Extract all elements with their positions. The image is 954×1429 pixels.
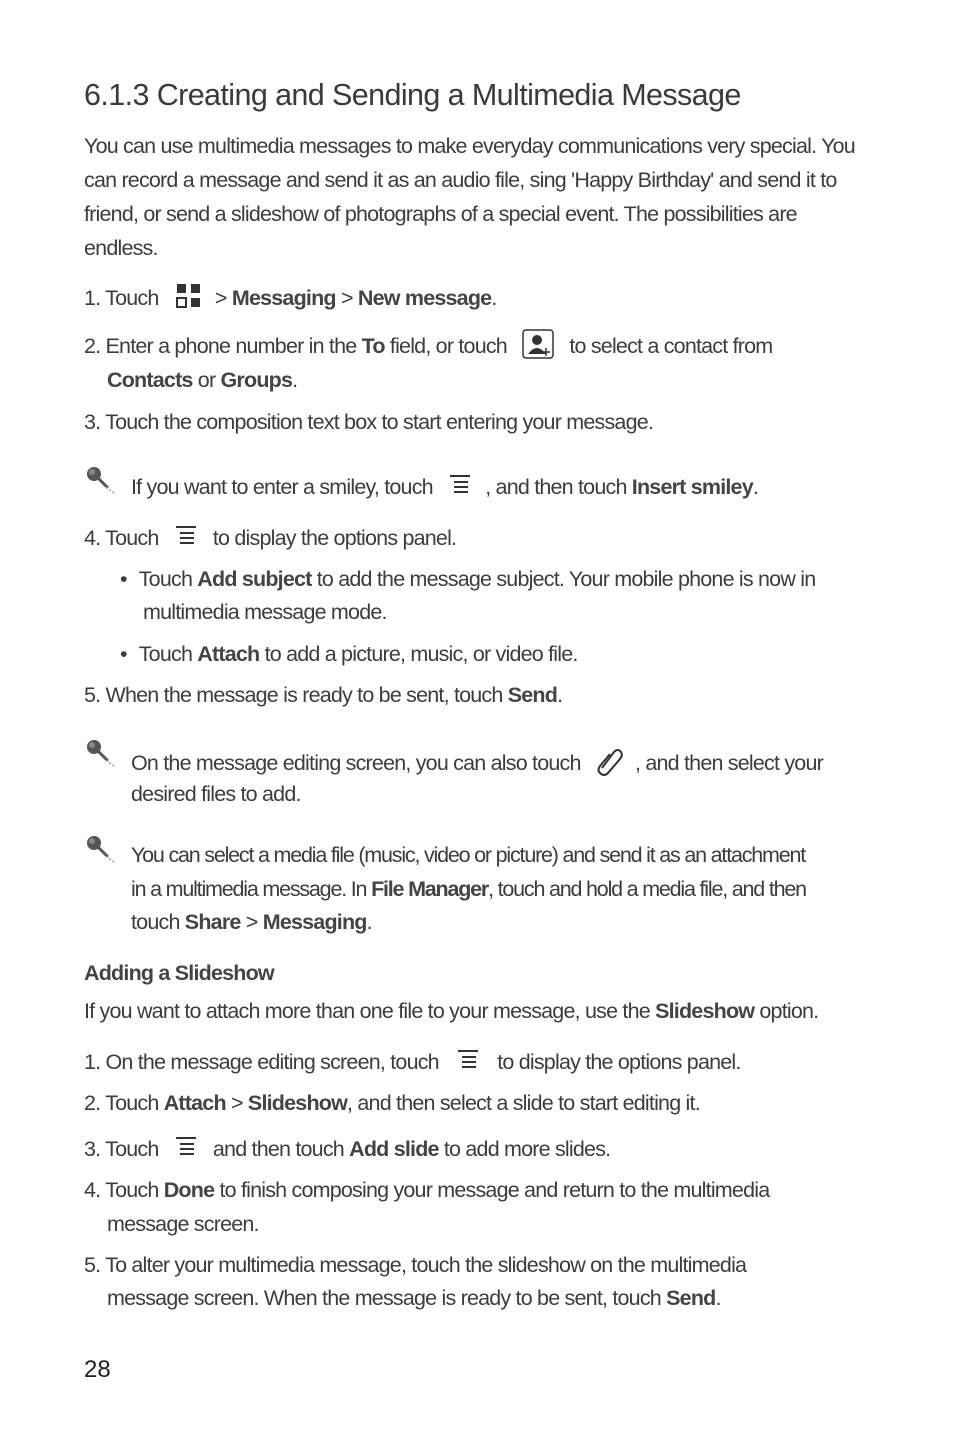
slideshow-step-5-cont: message screen. When the message is ready to be sent, touch Send.	[107, 1286, 721, 1310]
step-2-line-1: 2. Enter a phone number in the To field, or touch to select a contact from	[84, 329, 772, 366]
slideshow-intro: If you want to attach more than one file to your message, use the Slideshow option.	[84, 999, 819, 1023]
intro-paragraph: You can use multimedia messages to make everyday communications very special. You can record a message and send it as an audio file, sing 'Happy Birthday' and send it to friend, or send a slideshow of photographs of a special event. The possibilities are endless.	[84, 134, 855, 260]
note-icon	[84, 465, 118, 497]
apps-grid-icon	[176, 283, 202, 316]
note-filemanager-line-3: touch Share > Messaging.	[131, 910, 372, 934]
section-heading: Adding a Slideshow	[84, 961, 274, 985]
slideshow-step-1: 1. On the message editing screen, touch to display the options panel.	[84, 1048, 741, 1079]
note-filemanager-line-1: You can select a media file (music, video or picture) and send it as an attachment	[131, 843, 806, 867]
note-icon	[84, 738, 118, 770]
bullet-attach: • Touch Attach to add a picture, music, or video file.	[120, 642, 578, 666]
slideshow-step-3: 3. Touch and then touch Add slide to add more slides.	[84, 1135, 610, 1166]
note-attach-line-1: On the message editing screen, you can also touch , and then select your	[131, 746, 823, 783]
slideshow-step-4: 4. Touch Done to finish composing your message and return to the multimedia	[84, 1178, 770, 1202]
note-smiley: If you want to enter a smiley, touch , and then touch Insert smiley.	[131, 473, 758, 504]
menu-icon	[176, 524, 198, 555]
step-1: 1. Touch > Messaging > New message.	[84, 283, 497, 316]
page-title: 6.1.3 Creating and Sending a Multimedia Message	[84, 78, 741, 112]
step-4: 4. Touch to display the options panel.	[84, 524, 456, 555]
bullet-add-subject: • Touch Add subject to add the message subject. Your mobile phone is now in	[120, 567, 816, 591]
note-filemanager-line-2: in a multimedia message. In File Manager, touch and hold a media file, and then	[131, 877, 806, 901]
slideshow-step-5: 5. To alter your multimedia message, touch the slideshow on the multimedia	[84, 1253, 747, 1277]
page-number: 28	[84, 1356, 111, 1383]
step-5: 5. When the message is ready to be sent, touch Send.	[84, 683, 563, 707]
note-attach-line-2: desired files to add.	[131, 782, 301, 806]
note-icon	[84, 834, 118, 866]
bullet-add-subject-cont: multimedia message mode.	[143, 600, 387, 624]
paperclip-icon	[594, 746, 624, 783]
step-3: 3. Touch the composition text box to start entering your message.	[84, 410, 654, 434]
add-contact-icon	[522, 329, 554, 366]
menu-icon	[176, 1135, 198, 1166]
slideshow-step-2: 2. Touch Attach > Slideshow, and then select a slide to start editing it.	[84, 1091, 700, 1115]
step-2-line-2: Contacts or Groups.	[107, 368, 298, 392]
slideshow-step-4-cont: message screen.	[107, 1212, 259, 1236]
menu-icon	[458, 1048, 480, 1079]
menu-icon	[450, 473, 472, 504]
